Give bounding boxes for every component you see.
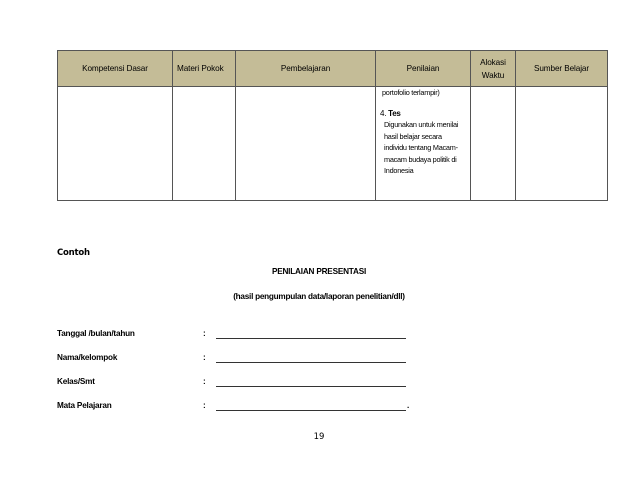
field-blank-line [216,362,406,363]
field-label: Kelas/Smt [57,377,95,386]
cell-kompetensi-dasar [58,87,173,201]
header-pembelajaran: Pembelajaran [236,51,376,87]
field-suffix: . [407,401,410,410]
form-subtitle: (hasil pengumpulan data/laporan penelitian/dll) [233,292,405,301]
header-sumber-belajar: Sumber Belajar [516,51,608,87]
contoh-label: Contoh [57,248,90,258]
cell-alokasi-waktu [471,87,516,201]
syllabus-table [57,50,608,201]
field-blank-line [216,338,406,339]
field-blank-line [216,410,406,411]
penilaian-desc-line: Digunakan untuk menilai [384,120,459,129]
header-alokasi-waktu: Alokasi Waktu [471,51,516,87]
penilaian-desc-line: individu tentang Macam- [384,143,458,152]
field-colon: : [203,401,206,410]
field-label: Nama/kelompok [57,353,118,362]
table-header-row [58,51,608,87]
penilaian-desc-line: macam budaya politik di [384,154,457,164]
header-materi-pokok: Materi Pokok [173,51,236,87]
form-title: PENILAIAN PRESENTASI [271,267,367,276]
penilaian-continuation: portofolio terlampir) [382,88,440,97]
field-label: Tanggal /bulan/tahun [57,329,135,338]
field-blank-line [216,386,406,387]
penilaian-desc-line: hasil belajar secara [384,131,442,141]
cell-materi-pokok [173,87,236,201]
field-colon: : [203,353,206,362]
page-number: 19 [313,432,325,442]
cell-pembelajaran [236,87,376,201]
penilaian-tes-heading: 4. Tes [380,108,401,118]
table-row [58,87,608,201]
cell-sumber-belajar [516,87,608,201]
field-colon: : [203,377,206,386]
penilaian-desc-line: Indonesia [384,166,414,175]
header-kompetensi-dasar: Kompetensi Dasar [58,51,173,87]
cell-penilaian [376,87,471,201]
field-label: Mata Pelajaran [57,401,112,410]
header-penilaian: Penilaian [376,51,471,87]
field-colon: : [203,329,206,338]
